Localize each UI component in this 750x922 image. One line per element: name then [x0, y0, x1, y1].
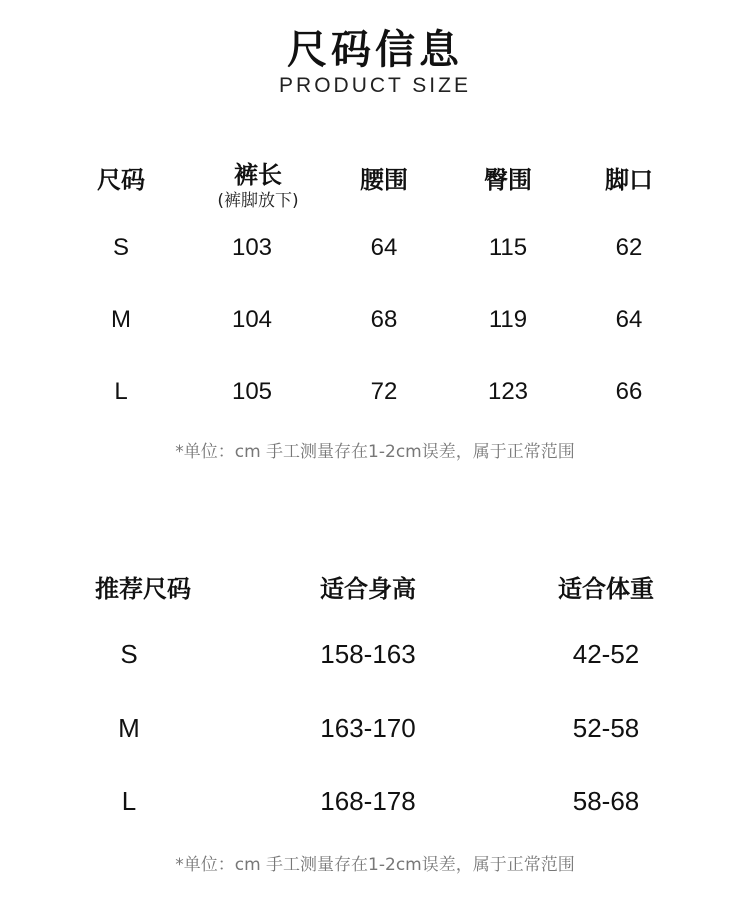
cell-size: L: [121, 786, 137, 816]
cell-weight: 42-52: [572, 639, 640, 669]
cell-hem: 64: [615, 306, 643, 333]
header-length-note: (裤脚放下): [217, 191, 299, 211]
header-hem: 脚口: [605, 166, 653, 194]
header-recommended-size: 推荐尺码: [95, 575, 191, 603]
cell-waist: 72: [370, 378, 398, 405]
cell-length: 103: [231, 234, 273, 261]
cell-size: M: [118, 713, 140, 743]
cell-length: 104: [231, 306, 273, 333]
cell-length: 105: [231, 378, 273, 405]
header-waist: 腰围: [360, 166, 408, 194]
header-hip: 臀围: [484, 166, 532, 194]
recommend-table-note: *单位：cm 手工测量存在1-2cm误差，属于正常范围: [175, 855, 575, 875]
cell-weight: 52-58: [572, 713, 640, 743]
cell-waist: 64: [370, 234, 398, 261]
size-table-note: *单位：cm 手工测量存在1-2cm误差，属于正常范围: [175, 442, 575, 462]
cell-size: M: [111, 306, 131, 333]
header-size: 尺码: [97, 166, 145, 194]
cell-height: 163-170: [320, 713, 416, 743]
cell-weight: 58-68: [572, 786, 640, 816]
cell-hip: 115: [488, 234, 528, 261]
header-suitable-weight: 适合体重: [558, 575, 654, 603]
page-title: 尺码信息: [287, 27, 463, 73]
cell-hem: 66: [615, 378, 643, 405]
page-subtitle: PRODUCT SIZE: [279, 74, 471, 97]
cell-height: 168-178: [320, 786, 416, 816]
cell-hip: 119: [488, 306, 528, 333]
cell-size: S: [120, 639, 138, 669]
header-length: 裤长: [234, 161, 282, 189]
cell-hip: 123: [487, 378, 529, 405]
header-suitable-height: 适合身高: [320, 575, 416, 603]
cell-waist: 68: [370, 306, 398, 333]
cell-size: L: [114, 378, 128, 405]
cell-height: 158-163: [320, 639, 416, 669]
cell-size: S: [112, 234, 130, 261]
cell-hem: 62: [615, 234, 643, 261]
